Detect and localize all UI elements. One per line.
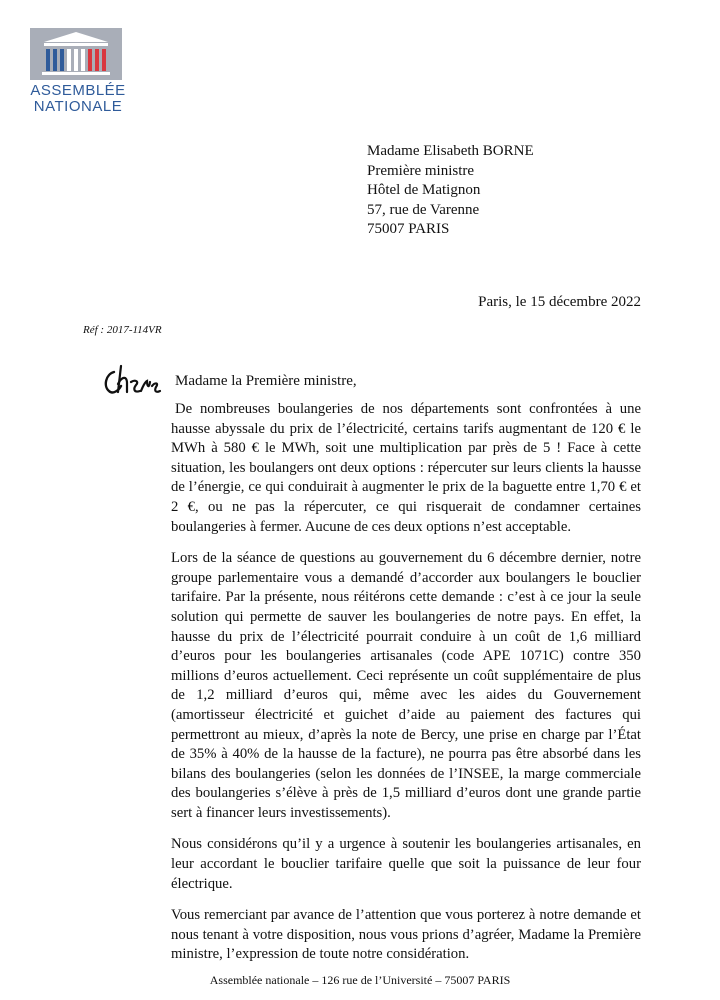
recipient-name: Madame Elisabeth BORNE [367, 143, 534, 159]
logo-line-1: ASSEMBLÉE [30, 82, 126, 99]
recipient-building: Hôtel de Matignon [367, 182, 481, 198]
recipient-city: 75007 PARIS [367, 221, 450, 237]
logo-line-2: NATIONALE [33, 98, 123, 115]
body-paragraph-4: Vous remerciant par avance de l’attention que vous porterez à notre demande et nous tenant à votre disposition, nous vous prions d’agréer, Madame la Première ministre, l’expression de toute notre considération. [171, 907, 641, 963]
letter-date: Paris, le 15 décembre 2022 [478, 294, 641, 310]
body-paragraph-1: De nombreuses boulangeries de nos départements sont confrontées à une hausse abyssale du prix de l’électricité, certains tarifs augmentant de 120 € le MWh à 580 € le MWh, soit une multiplication par près de 5 ! Face à cette situation, les boulangers ont deux options : répercuter sur leurs clients la hausse de l’énergie, ce qui conduirait à augmenter le prix de la baguette entre 1,70 € et 2 €, ou ne pas la répercuter, ce qui risquerait de condamner certaines boulangeries à fermer. Aucune de ces deux options n’est acceptable. [171, 401, 641, 535]
letter-reference: Réf : 2017-114VR [83, 324, 162, 336]
recipient-title: Première ministre [367, 162, 475, 179]
page-footer: Assemblée nationale – 126 rue de l’Université – 75007 PARIS [209, 973, 511, 987]
recipient-street: 57, rue de Varenne [367, 201, 480, 218]
body-paragraph-2: Lors de la séance de questions au gouvernement du 6 décembre dernier, notre groupe parlementaire vous a demandé d’accorder aux boulangers le bouclier tarifaire. Par la présente, nous réitérons cette demande : c’est à ce jour la seule solution qui permette de sauver les boulangeries de notre pays. En effet, la hausse du prix de l’électricité pourrait conduire à un coût de 1,6 milliard d’euros pour les boulangeries artisanales (code APE 1071C) contre 350 millions d’euros actuellement. Ceci représente un coût supplémentaire de plus de 1,2 milliard d’euros qui, même avec les aides du Gouvernement (amortisseur électricité et guichet d’aide au paiement des factures qui permettront au mieux, d’après la note de Bercy, une prise en charge par l’État de 35% à 40% de la hausse de la facture), ne pourra pas être absorbé dans les bilans des boulangeries (selon les données de l’INSEE, la marge commerciale des boulangeries s’élève à près de 1,5 milliard d’euros dont une grande partie sert à financer leurs investissements). [171, 550, 641, 821]
salutation: Madame la Première ministre, [175, 373, 357, 389]
assemblee-nationale-logo [28, 28, 128, 115]
handwritten-chere-signature [100, 362, 162, 403]
recipient-address [367, 142, 534, 240]
letter-body [171, 400, 641, 977]
body-paragraph-3: Nous considérons qu’il y a urgence à soutenir les boulangeries artisanales, en leur accordant le bouclier tarifaire quelle que soit la puissance de leur four électrique. [171, 836, 641, 892]
assemblee-building-icon [30, 28, 122, 80]
